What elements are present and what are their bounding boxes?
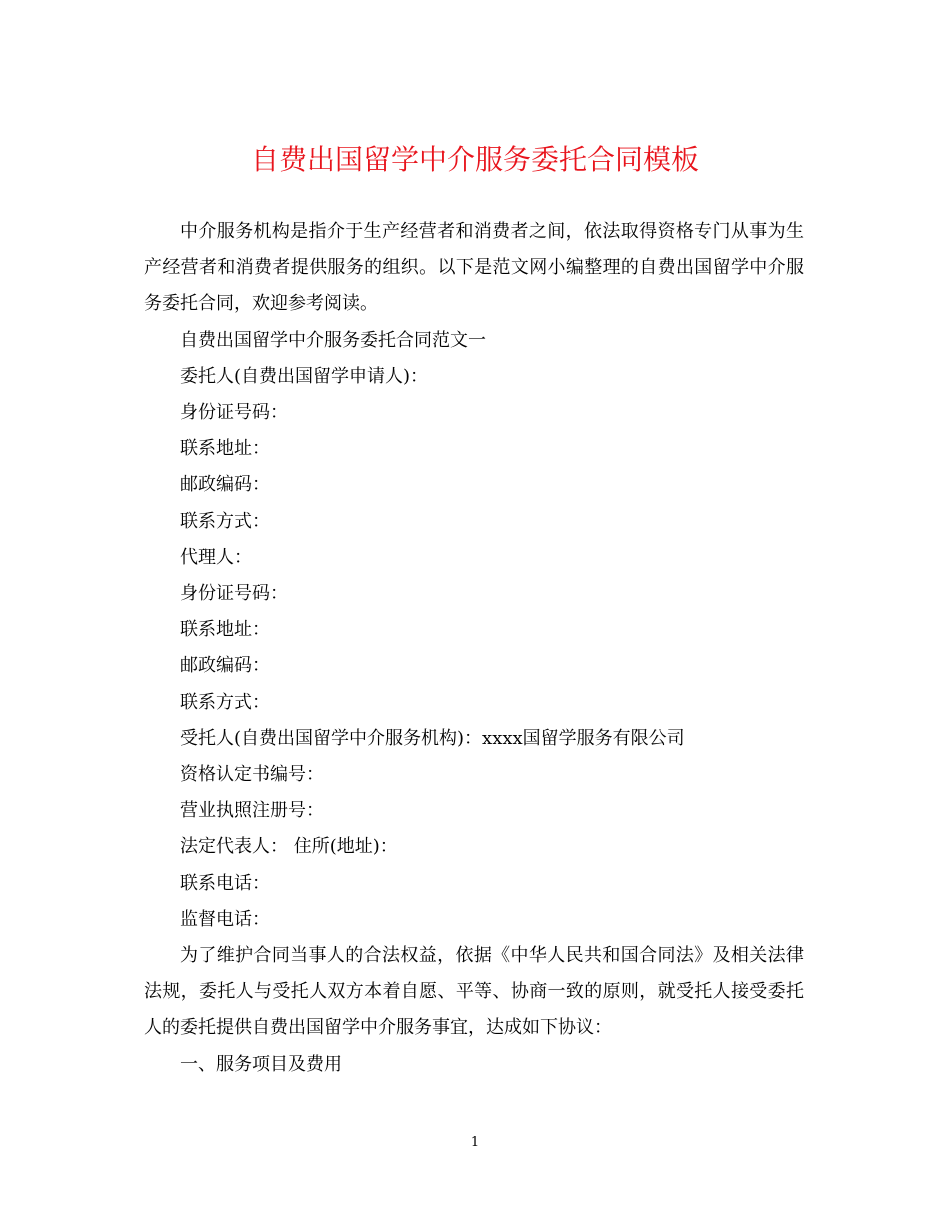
field-agent-postal-code: 邮政编码：: [180, 655, 270, 677]
field-agent-id-number: 身份证号码：: [180, 583, 288, 605]
section-heading: 自费出国留学中介服务委托合同范文一: [180, 329, 486, 351]
document-body: [144, 214, 804, 1083]
field-phone: 联系电话：: [180, 872, 270, 894]
field-legal-representative: 法定代表人： 住所(地址)：: [180, 836, 398, 858]
field-agent: 代理人：: [180, 546, 252, 568]
field-client-postal-code: 邮政编码：: [180, 474, 270, 496]
field-supervision-phone: 监督电话：: [180, 908, 270, 930]
document-title: 自费出国留学中介服务委托合同模板: [250, 143, 699, 176]
field-agent-contact: 联系方式：: [180, 691, 270, 713]
field-client-id-number: 身份证号码：: [180, 402, 288, 424]
field-agent-address: 联系地址：: [180, 619, 270, 641]
intro-paragraph: 中介服务机构是指介于生产经营者和消费者之间，依法取得资格专门从事为生产经营者和消费者提供服务的组织。以下是范文网小编整理的自费出国留学中介服务委托合同，欢迎参考阅读。: [144, 221, 804, 315]
field-trustee: 受托人(自费出国留学中介服务机构)：xxxx国留学服务有限公司: [180, 727, 685, 749]
field-client-contact: 联系方式：: [180, 510, 270, 532]
page-number: 1: [470, 1135, 480, 1150]
field-client: 委托人(自费出国留学申请人)：: [180, 365, 429, 387]
agreement-paragraph: 为了维护合同当事人的合法权益，依据《中华人民共和国合同法》及相关法律法规，委托人与受托人双方本着自愿、平等、协商一致的原则，就受托人接受委托人的委托提供自费出国留学中介服务事宜，达成如下协议：: [144, 945, 804, 1039]
clause-heading: 一、服务项目及费用: [180, 1053, 342, 1075]
field-client-address: 联系地址：: [180, 438, 270, 460]
field-certificate-number: 资格认定书编号：: [180, 764, 324, 786]
field-business-license: 营业执照注册号：: [180, 800, 324, 822]
